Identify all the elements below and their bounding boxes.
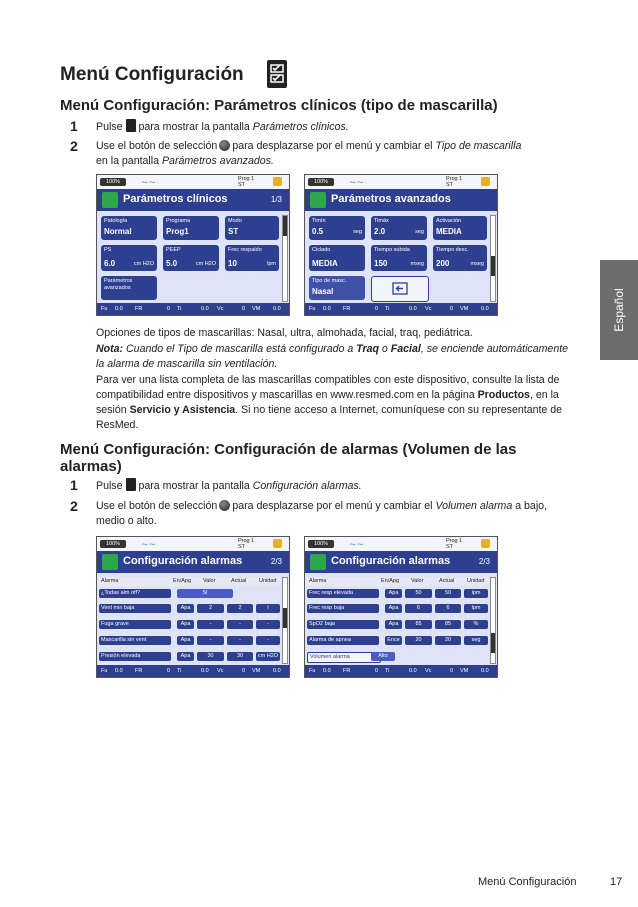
program-indicator: Prog 1 ST [238, 538, 255, 550]
device-screen-alarm-config-2: 100% ∼∼ Prog 1 ST Configuración alarmas 2/3 Alarma En/Apg Valor Actual Unidad Frec resp elevada Apa 50 50 lpm Frec resp baja Apa 6 6 lpm SpO2 baja Apa 85 85 % Alarma de apnea Ence 20 20 seg Volumen alarma Alto Fu 0.0 FR 0 Ti 0.0 Vc 0 VM 0.0 [304, 536, 498, 678]
settings-checklist-icon [126, 478, 136, 491]
page-indicator: 2/3 [478, 557, 490, 566]
settings-checklist-icon [267, 60, 287, 88]
battery-indicator: 100% [100, 540, 126, 548]
page-number: 17 [610, 876, 623, 888]
airflow-icon: ∼∼ [349, 177, 365, 187]
step-number: 2 [70, 498, 78, 514]
scrollbar[interactable] [490, 577, 496, 664]
tile-timax[interactable]: Timáx 2.0 seg [371, 216, 427, 240]
screen-title: Configuración alarmas [331, 555, 451, 567]
status-bar: Fu 0.0 FR 0 Ti 0.0 Vc 0 VM 0.0 [97, 665, 289, 677]
device-screen-alarm-config-1: 100% ∼∼ Prog 1 ST Configuración alarmas 2/3 Alarma En/Apg Valor Actual Unidad ¿Todas alm off? Sí Vent min baja Apa 2 2 l Fuga grave Apa - - - Mascarilla sin vent Apa - - - Presión elevada Apa 30 30 cm H2O Fu 0.0 FR 0 Ti 0.0 Vc 0 VM 0.0 [96, 536, 290, 678]
airflow-icon: ∼∼ [141, 539, 157, 549]
tile-ps[interactable]: PS 6.0 cm H2O [101, 245, 157, 271]
status-bar: Fu 0.0 FR 0 Ti 0.0 Vc 0 VM 0.0 [305, 665, 497, 677]
screen-title: Parámetros avanzados [331, 193, 451, 205]
compat-list-text: Para ver una lista completa de las mascarillas compatibles con este dispositivo, consulte la lista de compatibilidad entre dispositivos y mascarillas en www.resmed.com en la página Productos, en la sesión Servicio y Asistencia. Si no tiene acceso a Internet, comuníquese con su representante de ResMed. [96, 374, 563, 431]
push-dial-icon [219, 140, 230, 151]
tile-timin[interactable]: Timín 0.5 seg [309, 216, 365, 240]
step-text: Pulse para mostrar la pantalla Configuración alarmas. [96, 480, 362, 492]
tile-programa[interactable]: Programa Prog1 [163, 216, 219, 240]
settings-icon [102, 554, 118, 570]
alarm-table-header: Alarma En/Apg Valor Actual Unidad [305, 577, 489, 586]
device-screen-clinical-params [96, 174, 290, 316]
device-screen-advanced-params [304, 174, 498, 316]
battery-indicator: 100% [308, 178, 334, 186]
step-number: 1 [70, 477, 78, 493]
settings-icon [310, 192, 326, 208]
push-dial-icon [219, 500, 230, 511]
back-icon [392, 282, 408, 295]
back-button[interactable] [371, 276, 429, 302]
tile-modo[interactable]: Modo ST [225, 216, 279, 240]
airflow-icon: ∼∼ [349, 539, 365, 549]
settings-icon [310, 554, 326, 570]
tile-ciclado[interactable]: Ciclado MEDIA [309, 245, 365, 271]
language-tab: Español [600, 260, 638, 360]
step-text: Use el botón de selección para desplazarse por el menú y cambiar el Tipo de mascarilla en la pantalla Parámetros avanzados. [96, 140, 522, 167]
tile-activacion[interactable]: Activación MEDIA [433, 216, 487, 240]
status-bar: Fu 0.0 FR 0 Ti 0.0 Vc 0 VM 0.0 [305, 303, 497, 315]
lock-icon [481, 539, 490, 548]
note-text: Nota: Cuando el Tipo de mascarilla está configurado a Traq o Facial, se enciende automáticamente la alarma de mascarilla sin ventilación. [96, 343, 569, 370]
battery-indicator: 100% [100, 178, 126, 186]
page-indicator: 2/3 [270, 557, 282, 566]
mask-options-text: Opciones de tipos de mascarillas: Nasal, ultra, almohada, facial, traq, pediátrica. [96, 327, 473, 339]
tile-frec-respaldo[interactable]: Frec respaldo 10 lpm [225, 245, 279, 271]
airflow-icon: ∼∼ [141, 177, 157, 187]
step-number: 1 [70, 118, 78, 134]
scrollbar[interactable] [282, 215, 288, 302]
program-indicator: Prog 1 ST [446, 176, 463, 188]
section-heading-clinical: Menú Configuración: Parámetros clínicos (tipo de mascarilla) [60, 97, 498, 114]
page-indicator: 1/3 [270, 195, 282, 204]
screen-title: Parámetros clínicos [123, 193, 228, 205]
status-bar: Fu 0.0 FR 0 Ti 0.0 Vc 0 VM 0.0 [97, 303, 289, 315]
lock-icon [273, 177, 282, 186]
tile-tiempo-desc[interactable]: Tiempo desc. 200 mseg [433, 245, 487, 271]
program-indicator: Prog 1 ST [446, 538, 463, 550]
scrollbar[interactable] [490, 215, 496, 302]
alarm-table-header: Alarma En/Apg Valor Actual Unidad [97, 577, 281, 586]
settings-checklist-icon [126, 119, 136, 132]
program-indicator: Prog 1 ST [238, 176, 255, 188]
step-number: 2 [70, 138, 78, 154]
battery-indicator: 100% [308, 540, 334, 548]
tile-tipo-mascarilla[interactable]: Tipo de masc. Nasal [309, 276, 365, 300]
footer-section-title: Menú Configuración [478, 876, 577, 888]
screen-title: Configuración alarmas [123, 555, 243, 567]
tile-peep[interactable]: PEEP 5.0 cm H2O [163, 245, 219, 271]
page-title: Menú Configuración [60, 64, 244, 85]
tile-tiempo-subida[interactable]: Tiempo subida 150 mseg [371, 245, 427, 271]
step-text: Pulse para mostrar la pantalla Parámetros clínicos. [96, 121, 349, 133]
lock-icon [481, 177, 490, 186]
lock-icon [273, 539, 282, 548]
settings-icon [102, 192, 118, 208]
tile-parametros-avanzados[interactable]: Parámetros avanzados [101, 276, 157, 300]
tile-patologia[interactable]: Patología Normal [101, 216, 157, 240]
scrollbar[interactable] [282, 577, 288, 664]
section-heading-alarms: Menú Configuración: Configuración de alarmas (Volumen de las alarmas) [60, 441, 517, 475]
step-text: Use el botón de selección para desplazarse por el menú y cambiar el Volumen alarma a bajo, medio o alto. [96, 500, 548, 527]
